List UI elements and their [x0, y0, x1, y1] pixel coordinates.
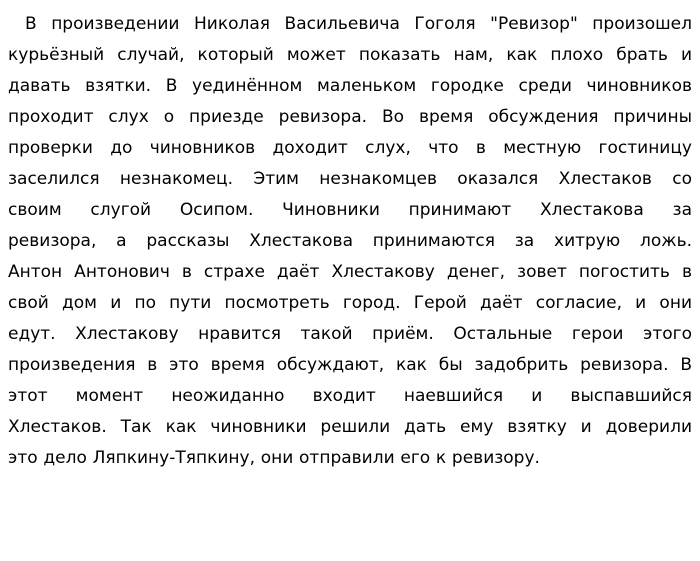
text-line: едут. Хлестакову нравится такой приём. Остальные герои этого: [8, 324, 692, 344]
text-line: это дело Ляпкину-Тяпкину, они отправили его к ревизору.: [8, 448, 540, 468]
text-line: курьёзный случай, который может показать нам, как плохо брать и: [8, 45, 692, 65]
text-line: Антон Антонович в страхе даёт Хлестакову денег, зовет погостить в: [8, 262, 692, 282]
text-line: ревизора, а рассказы Хлестакова принимаются за хитрую ложь.: [8, 231, 692, 251]
text-line: заселился незнакомец. Этим незнакомцев оказался Хлестаков со: [8, 169, 692, 189]
text-line: свой дом и по пути посмотреть город. Герой даёт согласие, и они: [8, 293, 692, 313]
text-line: проверки до чиновников доходит слух, что в местную гостиницу: [8, 138, 692, 158]
text-line: давать взятки. В уединённом маленьком городке среди чиновников: [8, 76, 692, 96]
text-line: произведения в это время обсуждают, как бы задобрить ревизора. В: [8, 355, 692, 375]
paragraph-text: [8, 9, 692, 474]
text-line: своим слугой Осипом. Чиновники принимают Хлестакова за: [8, 200, 692, 220]
text-line: В произведении Николая Васильевича Гоголя "Ревизор" произошел: [25, 14, 692, 34]
text-line: этот момент неожиданно входит наевшийся и выспавшийся: [8, 386, 692, 406]
text-line: проходит слух о приезде ревизора. Во время обсуждения причины: [8, 107, 692, 127]
text-line: Хлестаков. Так как чиновники решили дать ему взятку и доверили: [8, 417, 692, 437]
